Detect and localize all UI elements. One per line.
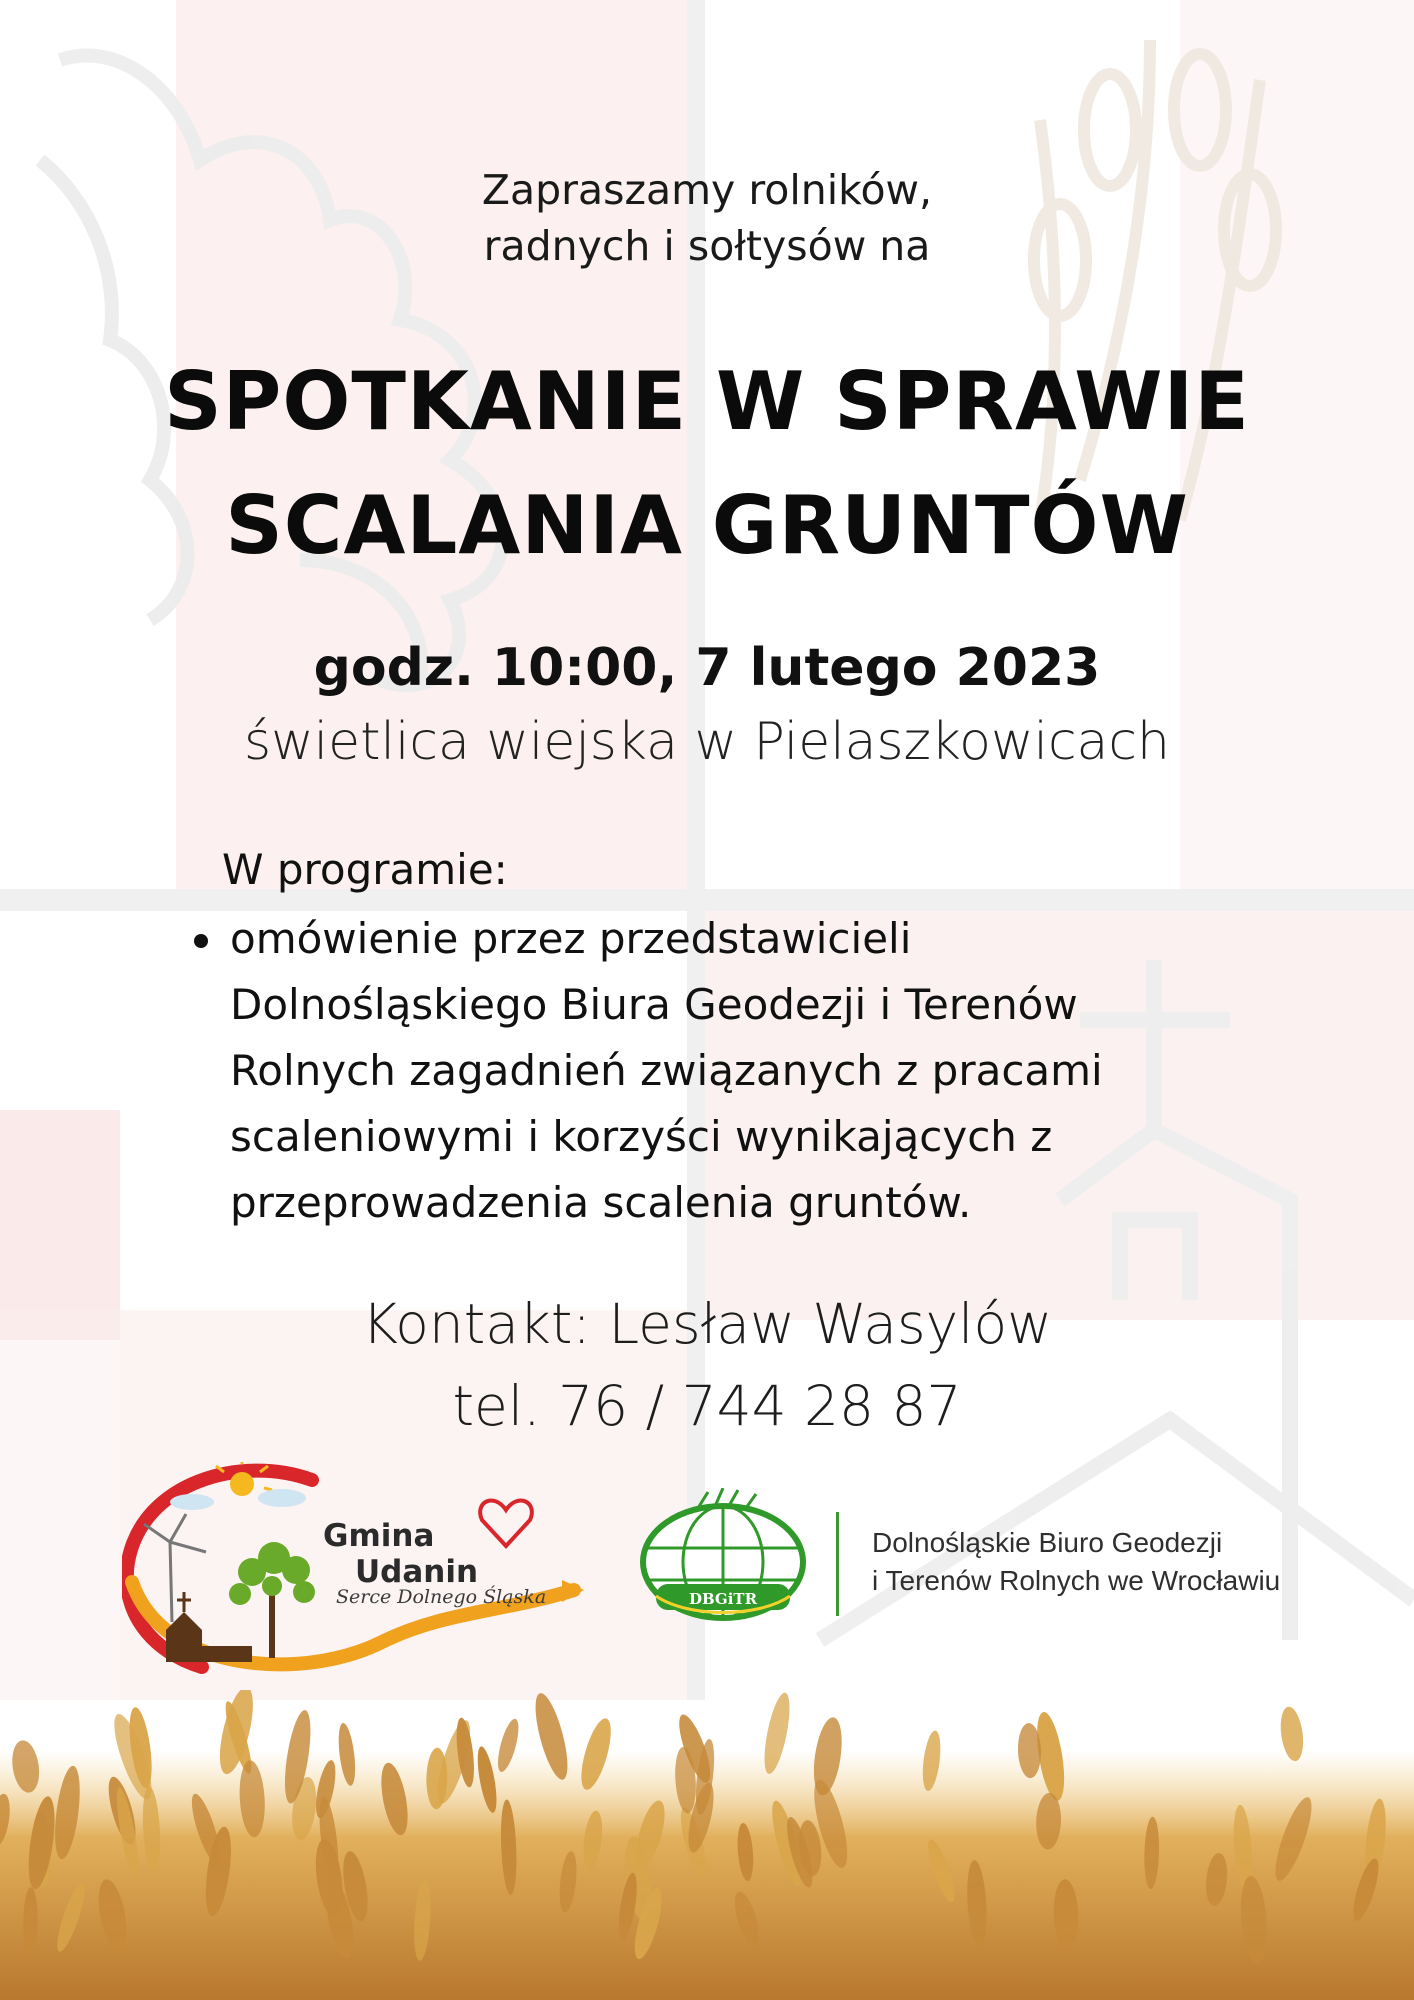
intro-line-2: radnych i sołtysów na xyxy=(483,222,931,270)
list-item xyxy=(230,906,1170,1236)
dbgitr-logo xyxy=(638,1488,808,1628)
intro-text xyxy=(0,162,1414,274)
gmina-tagline: Serce Dolnego Śląska xyxy=(336,1586,547,1608)
dbgitr-badge-text: DBGiTR xyxy=(688,1590,758,1608)
program-heading: W programie: xyxy=(222,845,508,894)
gmina-name xyxy=(323,1518,478,1590)
program-list xyxy=(230,906,1170,1236)
program-item-line: Rolnych zagadnień związanych z pracami xyxy=(230,1046,1103,1095)
contact-name: Kontakt: Lesław Wasylów xyxy=(361,1292,1053,1356)
intro-line-1: Zapraszamy rolników, xyxy=(481,166,933,214)
dbgitr-name-line-1: Dolnośląskie Biuro Geodezji xyxy=(872,1527,1223,1558)
gmina-name-line-2: Udanin xyxy=(355,1554,479,1590)
program-item-line: Dolnośląskiego Biura Geodezji i Terenów xyxy=(230,980,1078,1029)
logo-divider xyxy=(836,1512,839,1616)
program-item-line: omówienie przez przedstawicieli xyxy=(230,914,912,963)
title-line-2: SCALANIA GRUNTÓW xyxy=(225,479,1189,572)
title-line-1: SPOTKANIE W SPRAWIE xyxy=(164,355,1250,448)
page-title xyxy=(0,340,1414,588)
event-venue: świetlica wiejska w Pielaszkowicach xyxy=(244,712,1170,772)
contact-block xyxy=(0,1283,1414,1447)
wheat-field-image xyxy=(0,1690,1414,2000)
dbgitr-name-line-2: i Terenów Rolnych we Wrocławiu xyxy=(872,1565,1281,1596)
event-datetime: godz. 10:00, 7 lutego 2023 xyxy=(313,638,1101,698)
contact-phone: tel. 76 / 744 28 87 xyxy=(452,1374,962,1438)
program-item-line: scaleniowymi i korzyści wynikających z xyxy=(230,1112,1053,1161)
gmina-name-line-1: Gmina xyxy=(323,1518,435,1554)
program-item-line: przeprowadzenia scalenia gruntów. xyxy=(230,1178,972,1227)
bullet-icon xyxy=(194,934,208,948)
dbgitr-name xyxy=(872,1524,1280,1600)
